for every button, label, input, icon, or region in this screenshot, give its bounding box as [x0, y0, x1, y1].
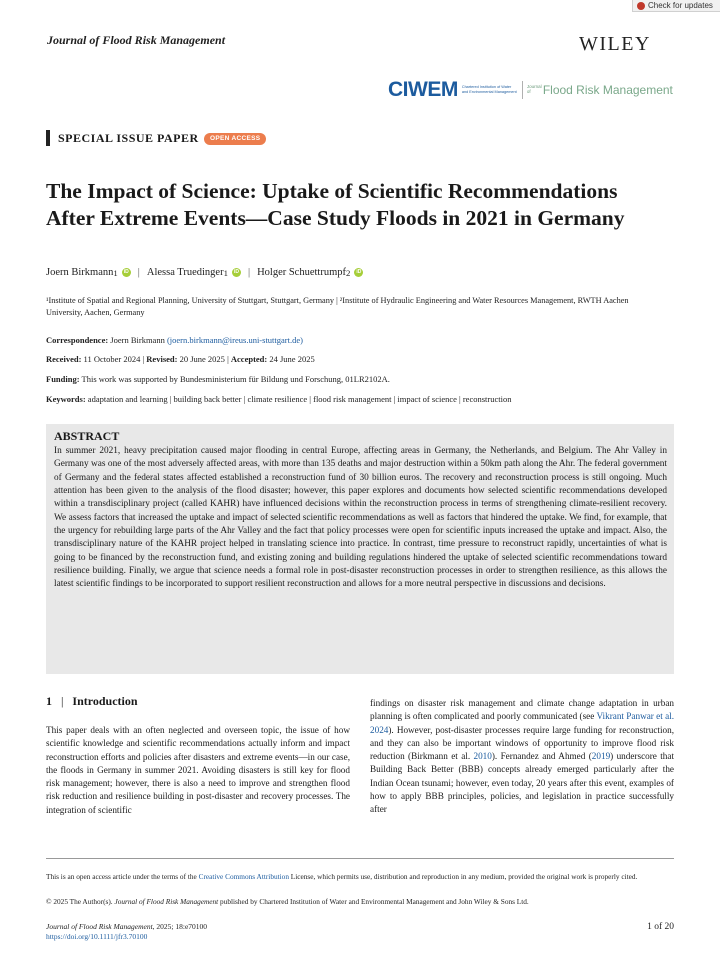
keywords-line: [46, 394, 511, 404]
author-affil-mark: 2: [346, 267, 351, 278]
author-name: Alessa Truedinger: [146, 267, 224, 278]
author[interactable]: [257, 267, 363, 278]
date-separator: |: [142, 354, 145, 364]
citation-link[interactable]: Vikrant Panwar et al. 2024: [370, 711, 675, 735]
correspondence-email-link[interactable]: (joern.birkmann@ireus.uni-stuttgart.de): [166, 335, 303, 345]
accepted-date: 24 June 2025: [269, 354, 315, 364]
abstract-heading: ABSTRACT: [54, 429, 120, 443]
author[interactable]: [147, 267, 241, 278]
body-text: ). However, post-disaster processes require large funding for reconstruction, and they can also be important windows of opportunity to improve flood risk reduction (Birkmann et al.: [370, 724, 674, 762]
article-title: The Impact of Science: Uptake of Scientific Recommendations After Extreme Events—Case Study Floods in 2021 in Germany: [46, 179, 625, 230]
keywords-label: Keywords:: [46, 394, 86, 404]
author-separator: |: [137, 267, 140, 278]
check-for-updates-button[interactable]: [632, 0, 720, 12]
funding-line: [46, 374, 390, 384]
citation-journal: Journal of Flood Risk Management: [46, 922, 153, 931]
correspondence-label: Correspondence:: [46, 335, 109, 345]
section-separator: |: [61, 694, 64, 708]
license-note: [46, 871, 674, 882]
logo-divider: [522, 81, 523, 99]
orcid-icon[interactable]: iD: [123, 269, 129, 275]
jfrm-prefix: Journal of: [526, 83, 542, 94]
author[interactable]: [46, 267, 131, 278]
copyright-text: © 2025 The Author(s).: [46, 897, 115, 906]
orcid-icon[interactable]: iD: [356, 269, 362, 275]
author-name: Joern Birkmann: [46, 267, 114, 278]
received-label: Received:: [46, 354, 82, 364]
correspondence-name: Joern Birkmann: [110, 335, 165, 345]
received-date: 11 October 2024: [83, 354, 141, 364]
open-access-badge: OPEN ACCESS: [204, 133, 266, 145]
license-text: License, which permits use, distribution and reproduction in any medium, provided the original work is properly cited.: [288, 872, 638, 881]
footer-divider: [46, 858, 674, 859]
article-type-bar: [46, 130, 50, 146]
author-name: Holger Schuettrumpf: [257, 267, 346, 278]
funding-text: This work was supported by Bundesministerium für Bildung und Forschung, 01LR2102A.: [81, 374, 390, 384]
body-text: ) underscore that Building Back Better (BBB) concepts already emerged particularly after the Indian Ocean tsunami; however, even today, 20 years after this event, examples of how to apply BBB principles, policies, and legislation in practice successfully after: [370, 751, 675, 815]
citation-volume: , 2025; 18:e70100: [152, 922, 208, 931]
check-updates-label: Check for updates: [648, 1, 713, 10]
ciwem-subtitle: Chartered Institution of Water and Environmental Management: [461, 84, 517, 94]
affiliations: ¹Institute of Spatial and Regional Planning, University of Stuttgart, Stuttgart, Germany | ²Institute of Hydraulic Engineering and Water Resources Management, RWTH Aachen University, Aachen, Germany: [46, 296, 629, 317]
page-number: 1 of 20: [647, 922, 674, 932]
orcid-icon[interactable]: iD: [233, 269, 239, 275]
author-separator: |: [247, 267, 251, 278]
journal-name: Journal of Flood Risk Management: [47, 33, 226, 47]
intro-left-column: This paper deals with an often neglected and overseen topic, the issue of how scientific knowledge and scientific recommendations actually inform and impact reconstruction efforts and policies after disasters and extreme events—in our case, the floods in Germany in summer 2021. Avoiding disasters is still key for flood risk management; however, there is also a need to improve and strengthen flood risk reduction and resilience building in post-disaster and recovery processes. The integration of scientific: [46, 725, 350, 815]
body-text: findings on disaster risk management and climate change adaptation in urban planning is often complicated and poorly communicated (see: [370, 698, 674, 722]
license-text: This is an open access article under the terms of the: [46, 872, 199, 881]
accepted-label: Accepted:: [230, 354, 268, 364]
revised-label: Revised:: [146, 354, 178, 364]
date-separator: |: [227, 354, 229, 364]
body-text: ). Fernandez and Ahmed (: [491, 751, 592, 762]
jfrm-logo-name: Flood Risk Management: [542, 82, 673, 97]
copyright-journal: Journal of Flood Risk Management: [114, 897, 219, 906]
section-heading-introduction: [46, 694, 138, 709]
citation-line: [46, 922, 207, 931]
ciwem-logo: [388, 79, 673, 100]
abstract-box: [46, 424, 674, 674]
section-number: 1: [46, 694, 52, 708]
publisher-logo: WILEY: [579, 33, 651, 55]
abstract-text: In summer 2021, heavy precipitation caused major flooding in central Europe, affecting areas in Germany, the Netherlands, and Belgium. The Ahr Valley in Germany was one of the most adversely affected areas, with more than 135 deaths and major destruction within a 50km path along the Ahr. The federal government of Germany and the federal states affected established a reconstruction fund of 30 billion euros. The recovery and reconstruction process is still ongoing. Much attention has been given to the analysis of the flood disaster; however, this paper explores and documents how selected scientific recommendations developed within a transdisciplinary project (called KAHR) have influenced decisions within the reconstruction process in terms of strengthening climate-resilient recovery. We assess factors that increased the uptake and impact of selected scientific recommendations as well as factors that hindered the uptake. We find, for example, that the urgency for rebuilding large parts of the Ahr Valley and the fact that policy processes were open for scientific inputs increased the uptake and impact. Also, the transdisciplinary nature of the KAHR project helped in translating science into practice. In contrast, time pressure to reconstruct rapidly, uncertainties of what is going to be financed by the reconstruction fund, and existing zoning and building regulations hindered the uptake of selected scientific recommendations toward resilience building. Finally, we argue that science needs a formal role in post-disaster reconstruction processes in order to strengthen resilience, as this allows the latest scientific findings to be incorporated to support resilient reconstruction and allows for a more neutral perspective in discussions and decisions.: [54, 446, 667, 590]
dates-line: [46, 354, 315, 364]
citation-link[interactable]: 2019: [591, 751, 611, 762]
intro-right-column: [370, 697, 674, 817]
section-title: Introduction: [72, 694, 138, 708]
author-list: [46, 267, 363, 278]
copyright-note: [46, 896, 674, 907]
citation-link[interactable]: 2010: [473, 751, 492, 762]
doi-link[interactable]: https://doi.org/10.1111/jfr3.70100: [46, 932, 148, 941]
check-updates-icon: [637, 2, 645, 10]
correspondence-line: [46, 335, 303, 345]
funding-label: Funding:: [46, 374, 80, 384]
article-type: SPECIAL ISSUE PAPER: [58, 131, 199, 145]
copyright-text: published by Chartered Institution of Water and Environmental Management and John Wiley & Sons Ltd.: [218, 897, 529, 906]
author-affil-mark: 1: [223, 267, 228, 278]
keywords-text: adaptation and learning | building back better | climate resilience | flood risk management | impact of science | reconstruction: [87, 394, 512, 404]
author-affil-mark: 1: [113, 267, 118, 278]
revised-date: 20 June 2025: [179, 354, 225, 364]
ciwem-wordmark: CIWEM: [388, 78, 458, 101]
license-link[interactable]: Creative Commons Attribution: [198, 872, 289, 881]
